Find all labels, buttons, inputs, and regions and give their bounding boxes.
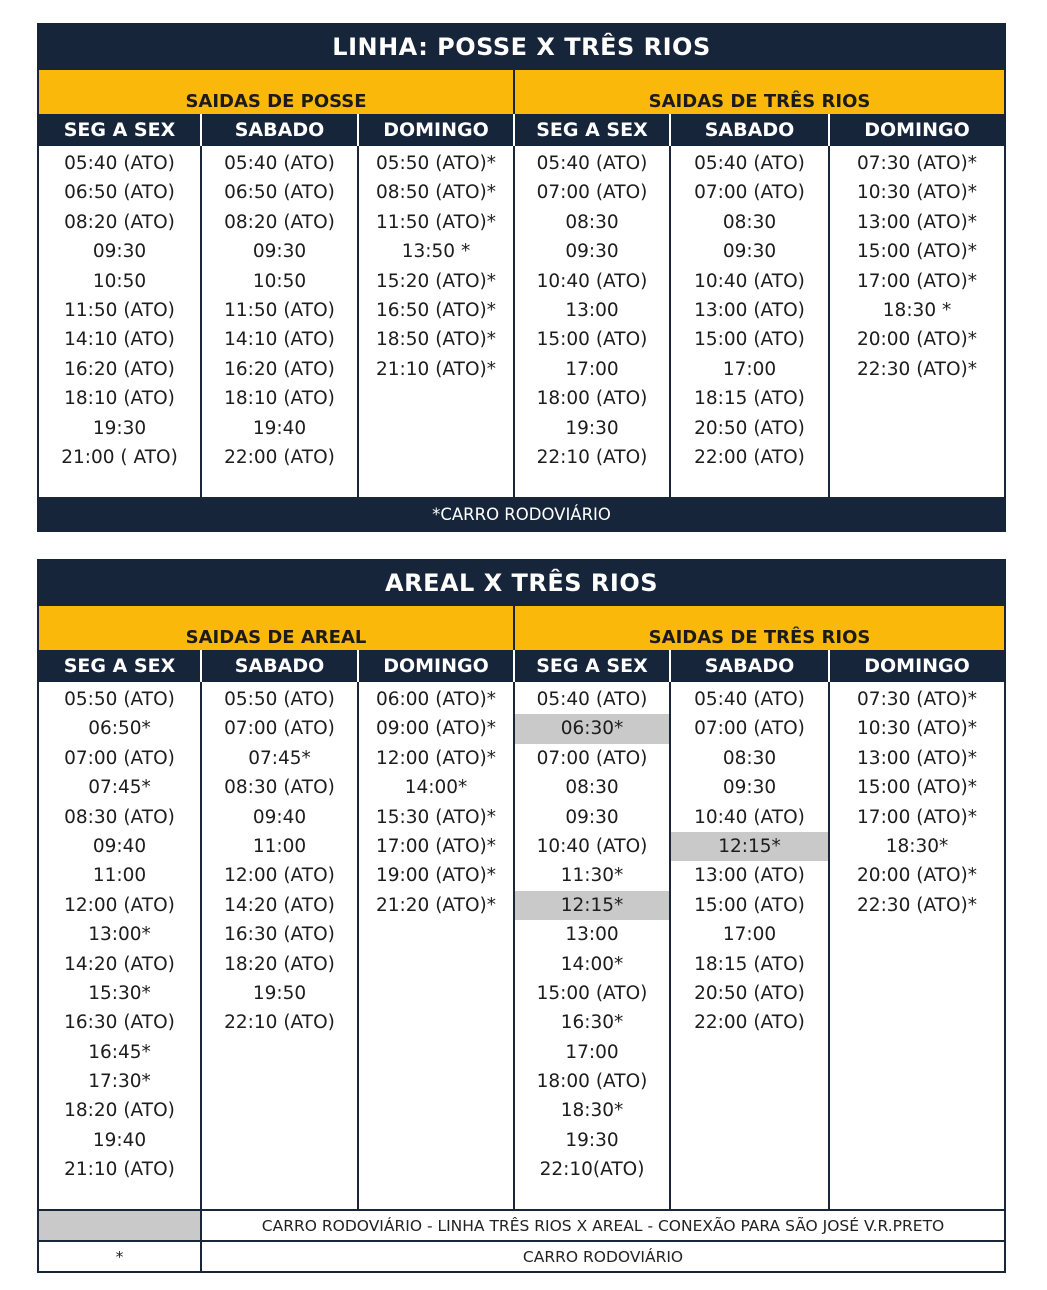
departure-time: 10:40 (ATO) — [694, 806, 805, 828]
time-column — [670, 146, 829, 498]
departure-time: 09:40 — [252, 806, 307, 828]
departure-time: 19:30 — [565, 417, 619, 439]
departure-time: 15:30 (ATO)* — [376, 806, 496, 828]
departure-time: 18:10 (ATO) — [224, 388, 335, 410]
departure-time: 10:30 (ATO)* — [857, 182, 977, 204]
departure-time: 16:30* — [560, 1012, 624, 1034]
day-header: DOMINGO — [829, 650, 1005, 682]
departure-time: 19:00 (ATO)* — [376, 865, 496, 887]
departure-time: 14:10 (ATO) — [224, 329, 335, 351]
departure-time: 07:00 (ATO) — [224, 718, 335, 740]
departure-time: 12:00 (ATO) — [224, 865, 335, 887]
legend-highlight-swatch — [38, 1210, 201, 1241]
departure-time: 09:40 — [92, 835, 147, 857]
departure-time: 18:20 (ATO) — [64, 1100, 175, 1122]
legend-asterisk-text: CARRO RODOVIÁRIO — [201, 1241, 1005, 1272]
departure-time: 15:30* — [88, 982, 151, 1004]
departure-time: 17:00 — [722, 924, 777, 946]
departure-time: 08:20 (ATO) — [224, 211, 335, 233]
departure-time: 08:20 (ATO) — [64, 211, 175, 233]
day-header: SABADO — [670, 114, 829, 146]
day-header: SABADO — [201, 114, 358, 146]
departure-time: 10:40 (ATO) — [536, 270, 648, 292]
departure-time: 08:30 — [722, 747, 777, 769]
departure-time: 18:10 (ATO) — [64, 388, 175, 410]
departure-time: 18:15 (ATO) — [694, 953, 805, 975]
departure-time: 07:45* — [88, 777, 151, 799]
departure-time: 13:00 — [565, 924, 619, 946]
departure-time: 19:40 — [92, 1129, 147, 1151]
departure-time: 21:10 (ATO)* — [376, 358, 496, 380]
departure-time: 10:50 — [92, 270, 147, 292]
direction-header-b: SAIDAS DE TRÊS RIOS — [514, 605, 1005, 650]
departure-time: 09:30 — [565, 241, 619, 263]
departure-time: 09:30 — [92, 241, 147, 263]
departure-time: 11:50 (ATO) — [224, 299, 335, 321]
departure-time: 17:00 (ATO)* — [376, 835, 496, 857]
day-header: DOMINGO — [829, 114, 1005, 146]
departure-time: 14:20 (ATO) — [64, 953, 175, 975]
departure-time: 07:00 (ATO) — [536, 182, 648, 204]
day-header: DOMINGO — [358, 650, 514, 682]
time-column — [201, 146, 358, 498]
departure-time: 10:30 (ATO)* — [857, 718, 977, 740]
departure-time: 05:50 (ATO)* — [376, 153, 496, 174]
time-column — [829, 146, 1005, 498]
departure-time: 22:10 (ATO) — [224, 1012, 335, 1034]
departure-time: 13:00 (ATO)* — [857, 747, 977, 769]
direction-header-a: SAIDAS DE AREAL — [38, 605, 514, 650]
departure-time: 19:40 — [252, 417, 307, 439]
time-column — [201, 682, 358, 1210]
day-header: DOMINGO — [358, 114, 514, 146]
departure-time: 07:45* — [248, 747, 311, 769]
departure-time: 08:50 (ATO)* — [376, 182, 496, 204]
departure-time: 18:15 (ATO) — [694, 388, 805, 410]
departure-time: 15:00 (ATO)* — [857, 241, 977, 263]
departure-time: 11:50 (ATO) — [64, 299, 175, 321]
departure-time: 16:30 (ATO) — [224, 924, 335, 946]
day-header: SEG A SEX — [38, 114, 201, 146]
time-column — [514, 682, 670, 1210]
departure-time: 06:50* — [88, 718, 151, 740]
departure-time: 14:10 (ATO) — [64, 329, 175, 351]
departure-time: 16:45* — [88, 1041, 151, 1063]
departure-time: 18:00 (ATO) — [536, 1071, 648, 1093]
departure-time: 19:30 — [565, 1129, 619, 1151]
departure-time: 20:00 (ATO)* — [857, 329, 977, 351]
departure-time: 14:20 (ATO) — [224, 894, 335, 916]
departure-time: 13:00 (ATO) — [694, 299, 805, 321]
departure-time: 14:00* — [560, 953, 624, 975]
departure-time: 09:00 (ATO)* — [376, 718, 496, 740]
departure-time: 15:00 (ATO) — [536, 982, 648, 1004]
departure-time: 17:00 — [722, 358, 777, 380]
departure-time: 20:50 (ATO) — [694, 417, 805, 439]
departure-time: 07:00 (ATO) — [64, 747, 175, 769]
departure-time: 06:30* — [515, 714, 669, 743]
departure-time: 09:30 — [722, 777, 777, 799]
departure-time: 15:20 (ATO)* — [376, 270, 496, 292]
time-column — [829, 682, 1005, 1210]
departure-time: 15:00 (ATO)* — [857, 777, 977, 799]
departure-time: 10:50 — [252, 270, 307, 292]
departure-time: 08:30 (ATO) — [64, 806, 175, 828]
departure-time: 18:50 (ATO)* — [376, 329, 496, 351]
departure-time: 20:50 (ATO) — [694, 982, 805, 1004]
departure-time: 22:10 (ATO) — [536, 446, 648, 468]
schedule-table-posse — [37, 23, 1006, 532]
direction-header-b: SAIDAS DE TRÊS RIOS — [514, 69, 1005, 114]
departure-time: 08:30 — [565, 777, 619, 799]
departure-time: 08:30 (ATO) — [224, 777, 335, 799]
departure-time: 13:00 (ATO)* — [857, 211, 977, 233]
departure-time: 17:00 (ATO)* — [857, 806, 977, 828]
legend-highlight-text: CARRO RODOVIÁRIO - LINHA TRÊS RIOS X AREAL - CONEXÃO PARA SÃO JOSÉ V.R.PRETO — [201, 1210, 1005, 1241]
departure-time: 05:50 (ATO) — [64, 689, 175, 710]
departure-time: 07:30 (ATO)* — [857, 153, 977, 174]
departure-time: 08:30 — [722, 211, 777, 233]
departure-time: 05:40 (ATO) — [694, 153, 805, 174]
departure-time: 09:30 — [722, 241, 777, 263]
departure-time: 15:00 (ATO) — [536, 329, 648, 351]
departure-time: 07:00 (ATO) — [694, 182, 805, 204]
departure-time: 18:20 (ATO) — [224, 953, 335, 975]
table-title: LINHA: POSSE X TRÊS RIOS — [38, 24, 1005, 69]
departure-time: 07:00 (ATO) — [536, 747, 648, 769]
departure-time: 22:30 (ATO)* — [857, 358, 977, 380]
departure-time: 18:30* — [560, 1100, 624, 1122]
departure-time: 05:40 (ATO) — [224, 153, 335, 174]
departure-time: 10:40 (ATO) — [694, 270, 805, 292]
departure-time: 22:00 (ATO) — [694, 1012, 805, 1034]
departure-time: 13:00 (ATO) — [694, 865, 805, 887]
departure-time: 22:10(ATO) — [539, 1159, 645, 1181]
departure-time: 19:30 — [92, 417, 147, 439]
departure-time: 17:30* — [88, 1071, 151, 1093]
time-column — [38, 146, 201, 498]
time-column — [670, 682, 829, 1210]
departure-time: 08:30 — [565, 211, 619, 233]
departure-time: 11:00 — [252, 835, 307, 857]
departure-time: 11:00 — [92, 865, 147, 887]
departure-time: 22:00 (ATO) — [224, 446, 335, 468]
departure-time: 06:00 (ATO)* — [376, 689, 496, 710]
day-header: SEG A SEX — [514, 650, 670, 682]
departure-time: 09:30 — [252, 241, 307, 263]
departure-time: 13:50 * — [401, 241, 471, 263]
time-column — [38, 682, 201, 1210]
departure-time: 22:30 (ATO)* — [857, 894, 977, 916]
departure-time: 17:00 — [565, 1041, 619, 1063]
table-title: AREAL X TRÊS RIOS — [38, 560, 1005, 605]
departure-time: 05:40 (ATO) — [536, 689, 648, 710]
day-header: SEG A SEX — [514, 114, 670, 146]
departure-time: 06:50 (ATO) — [224, 182, 335, 204]
table-footer-note: *CARRO RODOVIÁRIO — [38, 498, 1005, 531]
departure-time: 10:40 (ATO) — [536, 835, 648, 857]
departure-time: 07:00 (ATO) — [694, 718, 805, 740]
time-column — [358, 146, 514, 498]
departure-time: 21:10 (ATO) — [64, 1159, 175, 1181]
departure-time: 13:00* — [88, 924, 151, 946]
departure-time: 05:40 (ATO) — [694, 689, 805, 710]
direction-header-a: SAIDAS DE POSSE — [38, 69, 514, 114]
departure-time: 19:50 — [252, 982, 307, 1004]
departure-time: 16:20 (ATO) — [224, 358, 335, 380]
departure-time: 05:50 (ATO) — [224, 689, 335, 710]
departure-time: 11:30* — [560, 865, 624, 887]
day-header: SABADO — [201, 650, 358, 682]
departure-time: 18:30 * — [882, 299, 952, 321]
departure-time: 22:00 (ATO) — [694, 446, 805, 468]
day-header: SABADO — [670, 650, 829, 682]
departure-time: 12:00 (ATO) — [64, 894, 175, 916]
departure-time: 16:20 (ATO) — [64, 358, 175, 380]
departure-time: 15:00 (ATO) — [694, 894, 805, 916]
departure-time: 05:40 (ATO) — [64, 153, 175, 174]
departure-time: 18:00 (ATO) — [536, 388, 648, 410]
departure-time: 17:00 — [565, 358, 619, 380]
departure-time: 21:00 ( ATO) — [61, 446, 178, 468]
departure-time: 09:30 — [565, 806, 619, 828]
schedule-table-areal — [37, 559, 1006, 1273]
departure-time: 14:00* — [404, 777, 468, 799]
departure-time: 13:00 — [565, 299, 619, 321]
departure-time: 05:40 (ATO) — [536, 153, 648, 174]
departure-time: 12:00 (ATO)* — [376, 747, 496, 769]
departure-time: 20:00 (ATO)* — [857, 865, 977, 887]
time-column — [358, 682, 514, 1210]
departure-time: 11:50 (ATO)* — [376, 211, 496, 233]
departure-time: 16:50 (ATO)* — [376, 299, 496, 321]
departure-time: 12:15* — [515, 891, 669, 920]
departure-time: 17:00 (ATO)* — [857, 270, 977, 292]
departure-time: 16:30 (ATO) — [64, 1012, 175, 1034]
day-header: SEG A SEX — [38, 650, 201, 682]
departure-time: 21:20 (ATO)* — [376, 894, 496, 916]
departure-time: 12:15* — [671, 832, 828, 861]
departure-time: 06:50 (ATO) — [64, 182, 175, 204]
departure-time: 18:30* — [885, 835, 949, 857]
time-column — [514, 146, 670, 498]
departure-time: 15:00 (ATO) — [694, 329, 805, 351]
departure-time: 07:30 (ATO)* — [857, 689, 977, 710]
legend-asterisk-symbol: * — [38, 1241, 201, 1272]
